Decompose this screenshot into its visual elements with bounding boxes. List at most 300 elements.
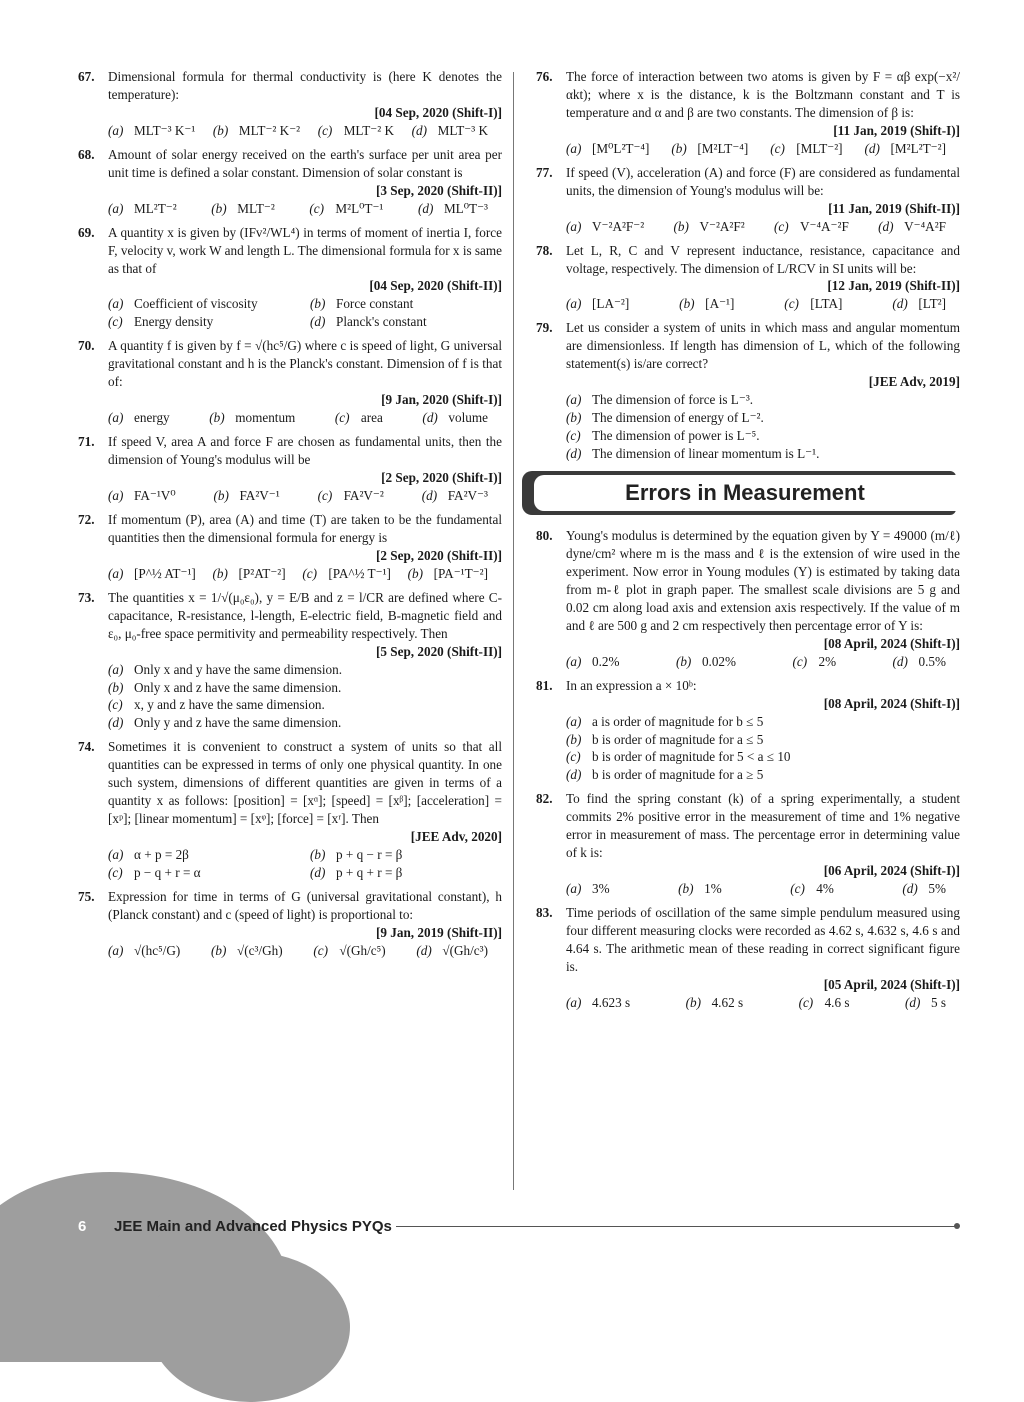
option-label: (a) [566, 140, 582, 156]
option[interactable] [892, 295, 946, 313]
option-text: [M²LT⁻⁴] [697, 140, 749, 156]
option-text: V⁻²A²F⁻² [592, 218, 645, 234]
option-text: 1% [704, 881, 722, 897]
footer-decoration-2 [150, 1252, 350, 1402]
question [78, 511, 502, 583]
option-label: (c) [792, 653, 808, 669]
option-label: (d) [422, 410, 438, 426]
question-source: [9 Jan, 2020 (Shift-I)] [381, 392, 502, 408]
option-label: (d) [864, 140, 880, 156]
question-source: [04 Sep, 2020 (Shift-I)] [374, 104, 502, 120]
option-label: (c) [309, 200, 325, 216]
option-label: (a) [108, 942, 124, 958]
option-text: [A⁻¹] [705, 296, 735, 312]
option[interactable] [310, 295, 502, 313]
option[interactable] [770, 140, 842, 158]
option-text: 3% [592, 881, 610, 897]
section-banner [522, 471, 956, 515]
option-text: b is order of magnitude for a ≤ 5 [592, 731, 764, 747]
right-column [536, 68, 960, 1018]
option[interactable] [213, 565, 286, 583]
question-number: 81. [536, 677, 553, 693]
option-label: (a) [108, 200, 124, 216]
option-text: 0.5% [918, 653, 946, 669]
option[interactable] [566, 295, 629, 313]
option[interactable] [902, 880, 946, 898]
option-label: (a) [566, 392, 582, 408]
option-text: MLT⁻² K⁻² [238, 122, 301, 138]
question-stem: Let us consider a system of units in which mass and angular momentum are dimensionless. If length has dimension of L, which of the following statement(s) is/are correct? [566, 320, 960, 372]
options-list [108, 295, 502, 331]
option-label: (b) [310, 296, 326, 312]
option-label: (b) [407, 565, 424, 581]
option-label: (c) [566, 749, 581, 765]
question-number: 67. [78, 69, 95, 84]
option-label: (c) [108, 865, 123, 881]
option[interactable] [108, 200, 177, 218]
question-number: 74. [78, 739, 95, 755]
options-list [566, 391, 960, 463]
question-stem: Let L, R, C and V represent inductance, resistance, capacitance and voltage, respectively. The dimension of L/RCV in SI units will be: [566, 242, 960, 276]
option-text: 0.02% [701, 653, 737, 669]
option[interactable] [678, 880, 722, 898]
option-label: (b) [675, 653, 692, 669]
option-text: ML⁰T⁻³ [443, 200, 488, 216]
options-list [108, 409, 502, 427]
question-source: [3 Sep, 2020 (Shift-II)] [375, 182, 502, 198]
question-source: [06 April, 2024 (Shift-I)] [823, 863, 960, 879]
option-label: (b) [671, 140, 687, 156]
option-label: (c) [798, 994, 814, 1010]
option[interactable] [418, 200, 488, 218]
option[interactable] [893, 653, 946, 671]
option[interactable] [213, 487, 279, 505]
option-text: area [360, 410, 383, 426]
option-label: (c) [108, 697, 123, 713]
question-source: [08 April, 2024 (Shift-I)] [823, 635, 960, 651]
option[interactable] [318, 487, 384, 505]
option-text: √(hc⁵/G) [134, 942, 181, 958]
option[interactable] [566, 391, 960, 409]
option[interactable] [676, 653, 736, 671]
options-list [108, 565, 502, 583]
option-label: (a) [108, 487, 124, 503]
option[interactable] [318, 122, 394, 140]
option-text: b is order of magnitude for a ≥ 5 [592, 767, 764, 783]
option-label: (c) [770, 140, 785, 156]
question-number: 75. [78, 888, 95, 904]
option[interactable] [108, 409, 170, 427]
question-stem: If speed V, area A and force F are chosen as fundamental units, then the dimension of Young's modulus will be [108, 434, 502, 468]
question-number: 68. [78, 146, 95, 162]
question-source: [5 Sep, 2020 (Shift-II)] [375, 643, 502, 659]
option-label: (a) [108, 847, 124, 863]
question-source: [9 Jan, 2019 (Shift-II)] [375, 924, 502, 940]
options-list [566, 994, 960, 1012]
option-text: MLT⁻² [237, 200, 275, 216]
options-list [566, 218, 960, 236]
question-number: 82. [536, 791, 553, 807]
option-text: 4.6 s [824, 994, 850, 1010]
option-text: The dimension of force is L⁻³. [592, 392, 754, 408]
option[interactable] [566, 713, 960, 731]
option-text: momentum [235, 410, 296, 426]
option[interactable] [566, 140, 649, 158]
option-text: Energy density [134, 314, 214, 330]
question-number: 79. [536, 320, 553, 336]
option-text: 4.62 s [711, 994, 744, 1010]
question [78, 224, 502, 332]
question-number: 76. [536, 69, 553, 84]
option[interactable] [566, 427, 960, 445]
option[interactable] [865, 140, 946, 158]
question-number: 73. [78, 589, 95, 605]
options-list [566, 713, 960, 785]
question-stem: If speed (V), acceleration (A) and force (F) are considered as fundamental units, the dimension of Young's modulus will be: [566, 164, 960, 198]
option-text: [LT²] [918, 296, 946, 312]
option-label: (c) [566, 428, 581, 444]
option-label: (d) [878, 218, 894, 234]
options-list [566, 140, 960, 158]
option-text: V⁻⁴A⁻²F [799, 218, 849, 234]
option-text: p + q − r = β [336, 847, 403, 863]
option-label: (c) [784, 296, 799, 312]
option-label: (b) [211, 942, 227, 958]
option[interactable] [310, 864, 502, 882]
option-text: V⁻⁴A²F [904, 218, 946, 234]
option-label: (a) [566, 994, 582, 1010]
question-stem: To find the spring constant (k) of a spring experimentally, a student commits 2% positive error in the measurement of time and 1% negative error in measurement of mass. The percentage error in determining value of k is: [566, 791, 960, 861]
option-label: (b) [209, 410, 225, 426]
option-label: (a) [566, 218, 582, 234]
option-text: [M⁰L²T⁻⁴] [592, 140, 650, 156]
option-text: Only x and z have the same dimension. [134, 679, 342, 695]
option-text: b is order of magnitude for 5 < a ≤ 10 [592, 749, 791, 765]
question [536, 904, 960, 1012]
option-text: 5 s [930, 994, 946, 1010]
option-text: x, y and z have the same dimension. [134, 697, 325, 713]
option[interactable] [108, 295, 300, 313]
option-text: MLT⁻³ K⁻¹ [134, 122, 196, 138]
question-source: [2 Sep, 2020 (Shift-I)] [381, 470, 502, 486]
option-label: (b) [213, 487, 229, 503]
option-label: (b) [212, 565, 228, 581]
option[interactable] [422, 409, 488, 427]
option-label: (a) [566, 296, 582, 312]
option-text: [LTA] [810, 296, 843, 312]
question [78, 68, 502, 140]
option[interactable] [679, 295, 734, 313]
question-number: 80. [536, 528, 553, 544]
question-number: 78. [536, 242, 553, 258]
option-text: volume [448, 410, 488, 426]
page-footer [0, 1214, 1024, 1242]
question-stem: The force of interaction between two atoms is given by F = αβ exp(−x²/αkt); where x is the distance, k is the Boltzmann constant and T is temperature and α and β are two constants. The dimension of β is: [566, 69, 960, 120]
option[interactable] [566, 731, 960, 749]
option[interactable] [302, 565, 391, 583]
option-text: FA²V⁻³ [447, 487, 488, 503]
question-source: [JEE Adv, 2020] [410, 829, 502, 845]
question [78, 589, 502, 733]
option-label: (c) [334, 410, 350, 426]
option[interactable] [213, 122, 300, 140]
option-label: (c) [773, 218, 789, 234]
option-text: [PA^½ T⁻¹] [328, 565, 391, 581]
option[interactable] [799, 994, 850, 1012]
option[interactable] [412, 122, 488, 140]
question-source: [2 Sep, 2020 (Shift-II)] [375, 547, 502, 563]
question-number: 83. [536, 905, 553, 921]
question-stem: Dimensional formula for thermal conductivity is (here K denotes the temperature): [108, 69, 502, 102]
question-stem: Young's modulus is determined by the equation given by Y = 49000 (m/ℓ) dyne/cm² where m is the mass and ℓ is the extension of wire used in the experiment. Now error in Young modules (Y) is estimated by taking data from m-ℓ plot in graph paper. The smallest scale divisions are 5 g and 0.02 cm along load axis and extension axis respectively. If the value of m and ℓ are 500 g and 2 cm respectively then percentage error of Y is: [566, 528, 960, 633]
options-list [108, 942, 502, 960]
option[interactable] [108, 864, 300, 882]
question [536, 790, 960, 898]
option[interactable] [416, 942, 488, 960]
option-label: (d) [310, 314, 326, 330]
option[interactable] [209, 409, 295, 427]
option-label: (a) [108, 565, 124, 581]
option-label: (a) [566, 713, 582, 729]
option-label: (b) [673, 218, 689, 234]
option-label: (c) [317, 122, 333, 138]
option-label: (c) [317, 487, 333, 503]
option-label: (b) [679, 296, 695, 312]
option[interactable] [108, 565, 196, 583]
option[interactable] [790, 880, 834, 898]
option[interactable] [108, 487, 176, 505]
option[interactable] [108, 714, 502, 732]
option[interactable] [335, 409, 383, 427]
option-label: (d) [566, 767, 582, 783]
option-text: a is order of magnitude for b ≤ 5 [592, 713, 764, 729]
option[interactable] [108, 661, 502, 679]
option-label: (c) [313, 942, 329, 958]
question-stem: Sometimes it is convenient to construct a system of units so that all quantities can be expressed in terms of only one physical quantity. In one such system, dimensions of different quantities are given in terms of a quantity x as follows: [position] = [xᵅ]; [speed] = [xᵝ]; [acceleration] = [xᵖ]; [linear momentum] = [xᵠ]; [force] = [xʳ]. Then [108, 739, 502, 827]
option-label: (d) [416, 942, 432, 958]
option-text: energy [134, 410, 170, 426]
option-text: FA²V⁻¹ [239, 487, 280, 503]
option-label: (d) [411, 122, 428, 138]
option-label: (b) [566, 410, 582, 426]
option-label: (d) [902, 881, 918, 897]
option[interactable] [310, 313, 502, 331]
option-label: (d) [904, 994, 921, 1010]
page-number: 6 [78, 1218, 87, 1235]
option-text: The dimension of linear momentum is L⁻¹. [592, 446, 820, 462]
question-stem: In an expression a × 10ᵇ: [566, 677, 697, 693]
question-stem: Expression for time in terms of G (universal gravitational constant), h (Planck constant) and c (speed of light) is proportional to: [108, 888, 502, 922]
option-text: ML²T⁻² [134, 200, 177, 216]
option-text: V⁻²A²F² [699, 218, 745, 234]
question [78, 433, 502, 505]
question-stem: If momentum (P), area (A) and time (T) are taken to be the fundamental quantities then the dimensional formula for energy is [108, 511, 502, 545]
option[interactable] [108, 696, 502, 714]
option-text: √(c³/Gh) [237, 942, 283, 958]
question-number: 77. [536, 164, 553, 180]
option[interactable] [566, 409, 960, 427]
question [536, 164, 960, 236]
question [536, 68, 960, 158]
option[interactable] [878, 218, 946, 236]
option[interactable] [566, 218, 644, 236]
option-text: [M²L²T⁻²] [890, 140, 946, 156]
question-source: [12 Jan, 2019 (Shift-II)] [827, 278, 960, 294]
question [536, 677, 960, 785]
options-list [566, 295, 960, 313]
option[interactable] [211, 200, 275, 218]
option-label: (b) [108, 679, 124, 695]
option[interactable] [408, 565, 488, 583]
options-list [566, 880, 960, 898]
question [536, 242, 960, 314]
option[interactable] [774, 218, 849, 236]
question-source: [11 Jan, 2019 (Shift-I)] [833, 122, 960, 138]
option-label: (a) [566, 653, 582, 669]
option-label: (a) [108, 296, 124, 312]
option-text: [MLT⁻²] [796, 140, 843, 156]
column-divider [513, 72, 514, 1190]
question [78, 337, 502, 427]
option-text: 5% [928, 881, 946, 897]
option[interactable] [905, 994, 946, 1012]
question [536, 527, 960, 671]
option-text: [P²AT⁻²] [238, 565, 286, 581]
section-title: Errors in Measurement [534, 475, 956, 511]
option-label: (c) [790, 881, 805, 897]
option-label: (c) [108, 314, 123, 330]
option-label: (a) [108, 122, 124, 138]
option[interactable] [422, 487, 488, 505]
question-source: [11 Jan, 2019 (Shift-II)] [828, 200, 960, 216]
option-text: Planck's constant [336, 314, 427, 330]
option[interactable] [566, 994, 630, 1012]
option-text: M²L⁰T⁻¹ [335, 200, 384, 216]
option[interactable] [566, 748, 960, 766]
option-text: The dimension of power is L⁻⁵. [592, 428, 760, 444]
option-label: (d) [421, 487, 438, 503]
option[interactable] [108, 942, 180, 960]
option[interactable] [686, 994, 744, 1012]
option-text: MLT⁻³ K [437, 122, 488, 138]
question-number: 71. [78, 434, 95, 450]
option[interactable] [784, 295, 842, 313]
option[interactable] [108, 679, 502, 697]
footer-dot [954, 1223, 960, 1229]
option-text: 2% [818, 653, 837, 669]
question-stem: A quantity f is given by f = √(hc⁵/G) where c is speed of light, G universal gravitational constant and h is the Planck's constant. Dimension of f is that of: [108, 338, 502, 390]
options-list [566, 653, 960, 671]
option-text: √(Gh/c⁵) [339, 942, 386, 958]
option-text: p − q + r = α [134, 865, 201, 881]
option-text: Force constant [336, 296, 414, 312]
book-title: JEE Main and Advanced Physics PYQs [114, 1218, 392, 1235]
option-label: (d) [310, 865, 326, 881]
options-list [108, 661, 502, 733]
option-label: (b) [566, 731, 582, 747]
option[interactable] [792, 653, 836, 671]
option[interactable] [671, 140, 748, 158]
question [78, 146, 502, 218]
option-label: (d) [892, 296, 908, 312]
option[interactable] [211, 942, 283, 960]
question-number: 72. [78, 511, 95, 527]
options-list [108, 200, 502, 218]
option[interactable] [310, 846, 502, 864]
option-label: (d) [417, 200, 434, 216]
option-text: Only x and y have the same dimension. [134, 661, 343, 677]
option-label: (c) [302, 565, 318, 581]
options-list [108, 122, 502, 140]
option-label: (b) [211, 200, 227, 216]
question-source: [08 April, 2024 (Shift-I)] [823, 695, 960, 711]
option[interactable] [108, 122, 195, 140]
option-text: FA⁻¹V⁰ [134, 487, 176, 503]
option-label: (b) [212, 122, 229, 138]
option[interactable] [566, 445, 960, 463]
option[interactable] [108, 313, 300, 331]
question-stem: Time periods of oscillation of the same simple pendulum measured using four different measuring clocks were recorded as 4.62 s, 4.632 s, 4.6 s and 4.64 s. The arithmetic mean of these reading in correct significant figure is. [566, 905, 960, 974]
question-source: [JEE Adv, 2019] [868, 374, 960, 390]
option-label: (d) [566, 446, 582, 462]
question-source: [04 Sep, 2020 (Shift-II)] [369, 278, 502, 294]
option-text: The dimension of energy of L⁻². [592, 410, 764, 426]
option[interactable] [313, 942, 385, 960]
option-text: 4.623 s [592, 994, 631, 1010]
question-number: 70. [78, 338, 95, 354]
option[interactable] [566, 653, 619, 671]
option-label: (b) [678, 881, 694, 897]
option-text: [LA⁻²] [592, 296, 630, 312]
option-label: (a) [108, 661, 124, 677]
option-text: α + p = 2β [134, 847, 189, 863]
question-stem: The quantities x = 1/√(μ₀ε₀), y = E/B and z = l/CR are defined where C-capacitance, R-resistance, l-length, E-electric field, B-magnetic field and ε₀, μ₀-free space permitivity and permeability respectively. Then [108, 589, 502, 641]
option-text: √(Gh/c³) [442, 942, 488, 958]
option[interactable] [673, 218, 744, 236]
question-number: 69. [78, 224, 95, 240]
option-label: (a) [566, 881, 582, 897]
question-stem: Amount of solar energy received on the earth's surface per unit area per unit time is defined a solar constant. Dimension of solar constant is [108, 146, 502, 180]
question-stem: A quantity x is given by (IFv²/WL⁴) in terms of moment of inertia I, force F, velocity v, work W and length L. The dimensional formula for x is same as that of [108, 224, 503, 276]
option-text: 0.2% [592, 653, 620, 669]
option-label: (a) [108, 410, 124, 426]
footer-rule [396, 1226, 956, 1227]
option-text: MLT⁻² K [343, 122, 395, 138]
left-column [78, 68, 502, 966]
options-list [108, 846, 502, 882]
option-text: p + q + r = β [336, 865, 403, 881]
question [536, 319, 960, 463]
question [78, 888, 502, 960]
option-text: FA²V⁻² [343, 487, 384, 503]
option-text: [PA⁻¹T⁻²] [433, 565, 488, 581]
options-list [108, 487, 502, 505]
option[interactable] [108, 846, 300, 864]
option-label: (b) [685, 994, 701, 1010]
option-label: (d) [108, 715, 124, 731]
option-text: Only y and z have the same dimension. [134, 715, 342, 731]
question-source: [05 April, 2024 (Shift-I)] [823, 976, 960, 992]
option[interactable] [566, 880, 610, 898]
option-text: Coefficient of viscosity [134, 296, 258, 312]
option-label: (d) [892, 653, 908, 669]
question [78, 738, 502, 882]
option[interactable] [566, 766, 960, 784]
option[interactable] [309, 200, 383, 218]
option-label: (b) [310, 847, 326, 863]
option-text: 4% [816, 881, 834, 897]
option-text: [P^½ AT⁻¹] [134, 565, 196, 581]
